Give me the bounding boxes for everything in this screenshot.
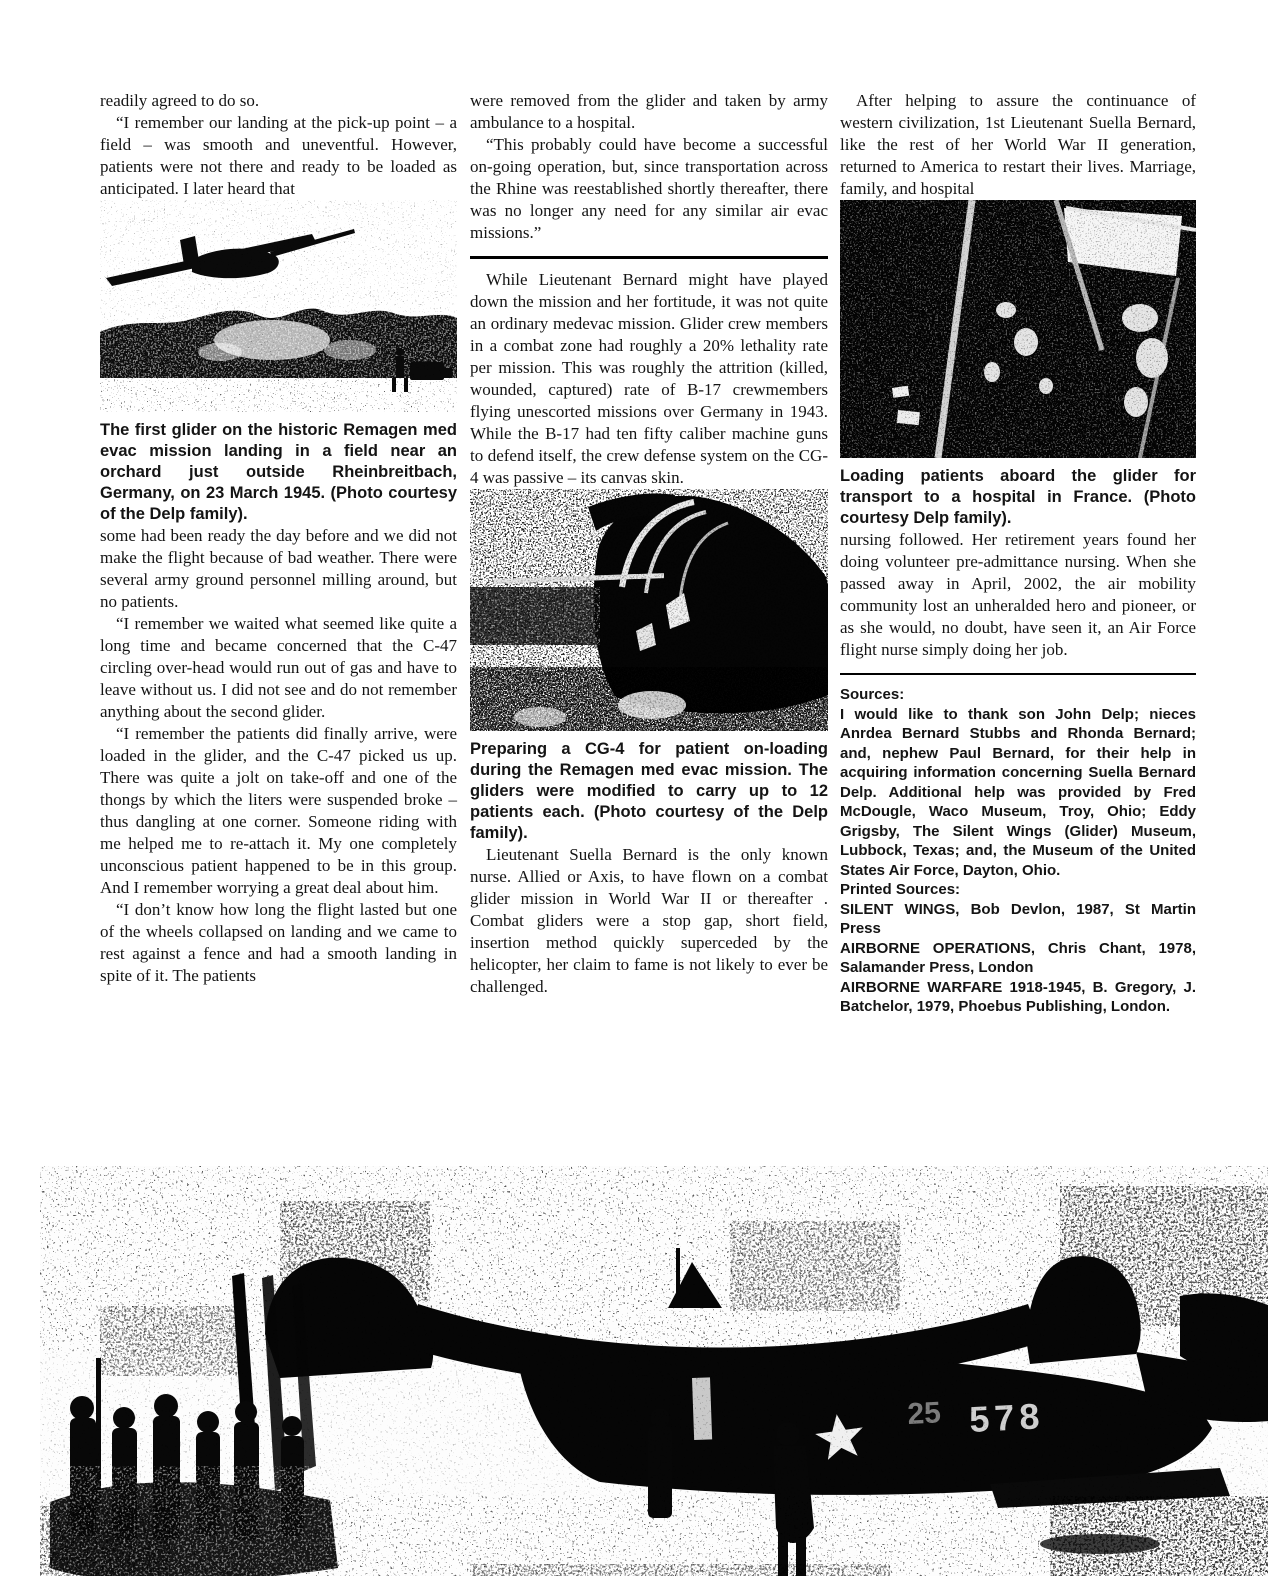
- body-paragraph: “I remember our landing at the pick-up point – a field – was smooth and uneventful. However, patients were not there and ready to be loaded as anticipated. I later heard that: [100, 113, 457, 198]
- sources-text: I would like to thank son John Delp; nieces Anrdea Bernard Stubbs and Rhonda Bernard; and, nephew Paul Bernard, for their help in acquiring information concerning Suella Bernard Delp. Additional help was provided by Fred McDougle, Waco Museum, Troy, Ohio; Eddy Grigsby, The Silent Wings (Glider) Museum, Lubbock, Texas; and, the Museum of the United States Air Force, Dayton, Ohio.: [840, 705, 1196, 879]
- column-middle: [470, 90, 828, 998]
- glider-landing-photo: [100, 200, 457, 412]
- sources-heading: Sources:: [840, 686, 905, 703]
- column-left: [100, 90, 457, 987]
- tail-number-marking: 578: [968, 1395, 1046, 1440]
- cg4-preparation-photo-art: [470, 489, 828, 731]
- body-paragraph: nursing followed. Her retirement years found her doing volunteer pre-admittance nursing. When she passed away in April, 2002, the air mobility community lost an unheralded hero and pioneer, or as she would, no doubt, have seen it, an Air Force flight nurse simply doing her job.: [840, 530, 1196, 659]
- printed-sources-heading: Printed Sources:: [840, 881, 961, 898]
- body-paragraph: “I remember we waited what seemed like quite a long time and became concerned that the C-47 circling over-head would run out of gas and have to leave without us. I did not see and do not remember anything about the second glider.: [100, 614, 457, 721]
- glider-landing-photo-art: [100, 200, 457, 412]
- photo-caption: Preparing a CG-4 for patient on-loading during the Remagen med evac mission. The gliders were modified to carry up to 12 patients each. (Photo courtesy of the Delp family).: [470, 740, 828, 842]
- section-divider: [470, 256, 828, 259]
- body-paragraph: Lieutenant Suella Bernard is the only known nurse. Allied or Axis, to have flown on a combat glider mission in World War II or thereafter . Combat gliders were a stop gap, short field, insertion method quickly superceded by the helicopter, her claim to fame is not likely to ever be challenged.: [470, 845, 828, 996]
- sources-section: [840, 685, 1196, 1017]
- printed-source-entry: AIRBORNE WARFARE 1918-1945, B. Gregory, J. Batchelor, 1979, Phoebus Publishing, London.: [840, 978, 1196, 1015]
- glider-field-photo-art: [40, 1166, 1268, 1576]
- body-paragraph: “I remember the patients did finally arrive, were loaded in the glider, and the C-47 picked us up. There was quite a jolt on take-off and one of the thongs by which the liters were suspended broke – thus dangling at one corner. Someone riding with me helped me to re-attach it. My one completely unconscious patient happened to be in this group. And I remember worrying a great deal about him.: [100, 724, 457, 897]
- body-paragraph: “This probably could have become a successful on-going operation, but, since transportation across the Rhine was reestablished shortly thereafter, there was no longer any need for any similar air evac missions.”: [470, 135, 828, 242]
- body-paragraph: readily agreed to do so.: [100, 91, 260, 110]
- body-paragraph: After helping to assure the continuance of western civilization, 1st Lieutenant Suella Bernard, like the rest of her World War II generation, returned to America to restart their lives. Marriage, family, and hospital: [840, 91, 1196, 198]
- patient-loading-photo-art: [840, 200, 1196, 458]
- glider-field-photo: [40, 1166, 1268, 1576]
- body-paragraph: While Lieutenant Bernard might have played down the mission and her fortitude, it was not quite an ordinary medevac mission. Glider crew members in a combat zone had roughly a 20% lethality rate per mission. This was roughly the attrition (killed, wounded, captured) rate of B-17 crewmembers flying unescorted missions over Germany in 1943. While the B-17 had ten fifty caliber machine guns to defend itself, the crew defense system on the CG-4 was passive – its canvas skin.: [470, 270, 828, 487]
- body-paragraph: “I don’t know how long the flight lasted but one of the wheels collapsed on landing and we came to rest against a fence and had a smooth landing in spite of it. The patients: [100, 900, 457, 985]
- column-right: [840, 90, 1196, 1017]
- serial-prefix: 25: [906, 1396, 942, 1431]
- cg4-preparation-photo: [470, 489, 828, 731]
- printed-source-entry: AIRBORNE OPERATIONS, Chris Chant, 1978, Salamander Press, London: [840, 939, 1196, 976]
- patient-loading-photo: [840, 200, 1196, 458]
- printed-source-entry: SILENT WINGS, Bob Devlon, 1987, St Martin Press: [840, 900, 1196, 937]
- body-paragraph: were removed from the glider and taken by army ambulance to a hospital.: [470, 91, 828, 132]
- photo-caption: Loading patients aboard the glider for transport to a hospital in France. (Photo courtesy Delp family).: [840, 467, 1196, 527]
- photo-caption: The first glider on the historic Remagen med evac mission landing in a field near an orchard just outside Rheinbreitbach, Germany, on 23 March 1945. (Photo courtesy of the Delp family).: [100, 421, 457, 523]
- section-divider: [840, 673, 1196, 675]
- body-paragraph: some had been ready the day before and we did not make the flight because of bad weather. There were several army ground personnel milling around, but no patients.: [100, 526, 457, 611]
